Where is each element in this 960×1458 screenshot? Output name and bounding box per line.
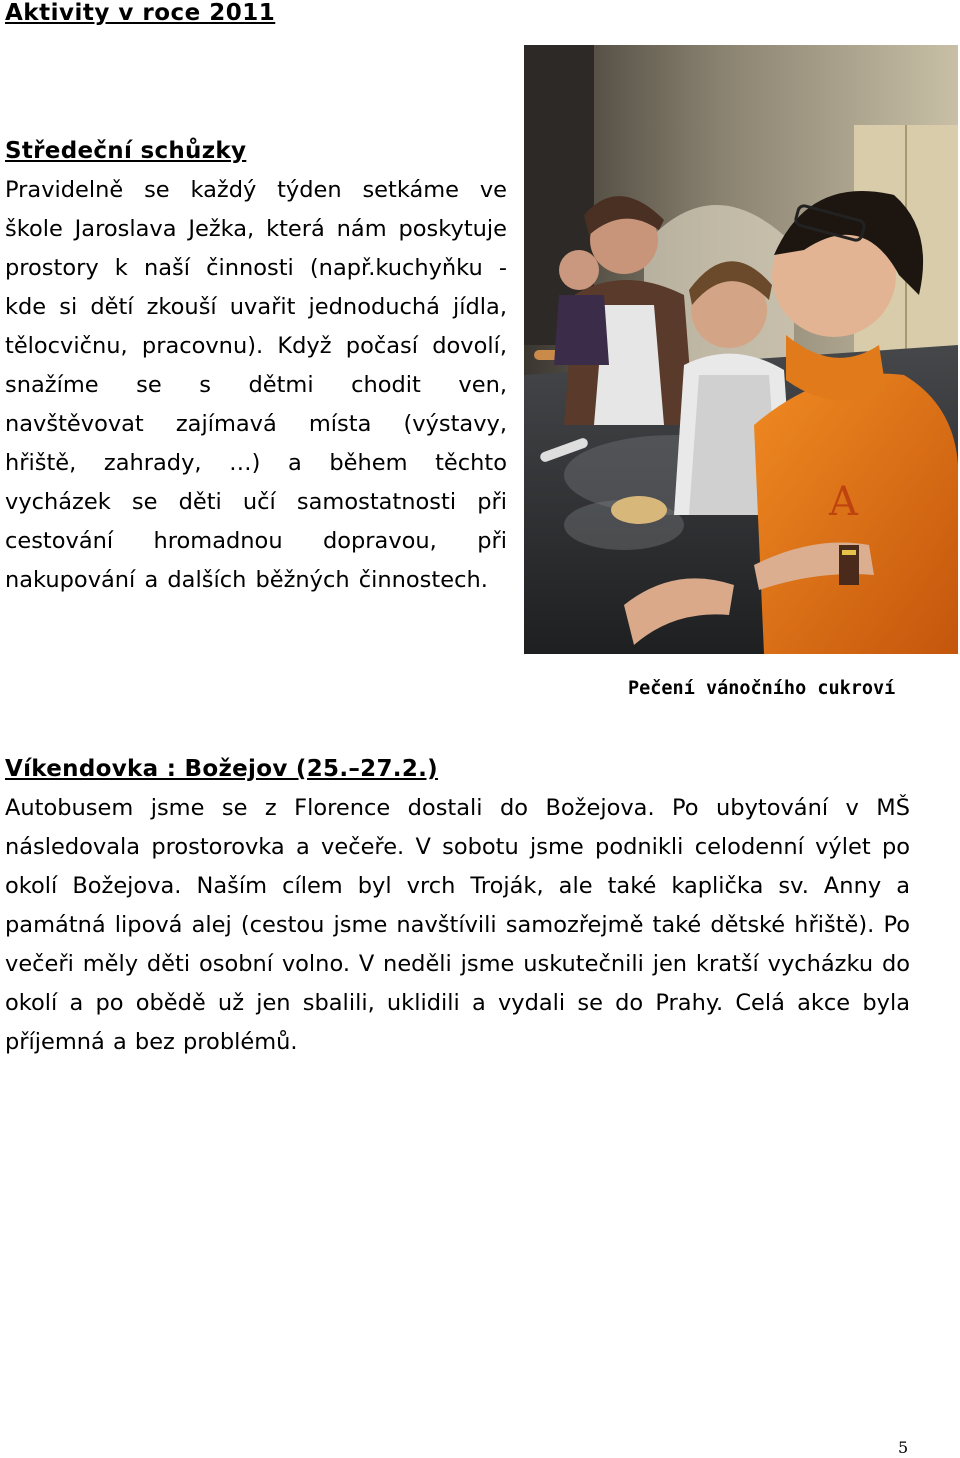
page-number: 5 [898,1438,909,1457]
section-weekly-meetings [5,132,507,600]
photo-baking-cookies [524,45,958,654]
section-heading-weekend-trip: Víkendovka : Božejov (25.–27.2.) [5,756,438,782]
svg-text:A: A [829,479,858,525]
section-heading-weekly-meetings: Středeční schůzky [5,138,247,164]
page-title: Aktivity v roce 2011 [5,0,276,26]
section-text-weekly-meetings: Pravidelně se každý týden setkáme ve škole Jaroslava Ježka, která nám poskytuje prostory k naší činnosti (např.kuchyňku - kde si dětí zkouší uvařit jednoduchá jídla, tělocvičnu, pracovnu). Když počasí dovolí, snažíme se s dětmi chodit ven, navštěvovat zajímavá místa (výstavy, hřiště, zahrady, …) a během těchto vycházek se děti učí samostatnosti při cestování hromadnou dopravou, při nakupování a dalších běžných činnostech. [5,177,507,593]
photo-caption: Pečení vánočního cukroví [628,678,896,699]
section-weekend-trip [5,750,910,1062]
section-text-weekend-trip: Autobusem jsme se z Florence dostali do Božejova. Po ubytování v MŠ následovala prostorovka a večeře. V sobotu jsme podnikli celodenní výlet po okolí Božejova. Naším cílem byl vrch Troják, ale také kaplička sv. Anny a památná lipová alej (cestou jsme navštívili samozřejmě také dětské hřiště). Po večeři měly děti osobní volno. V neděli jsme uskutečnili jen kratší vycházku do okolí a po obědě už jen sbalili, uklidili a vydali se do Prahy. Celá akce byla příjemná a bez problémů. [5,795,910,1055]
